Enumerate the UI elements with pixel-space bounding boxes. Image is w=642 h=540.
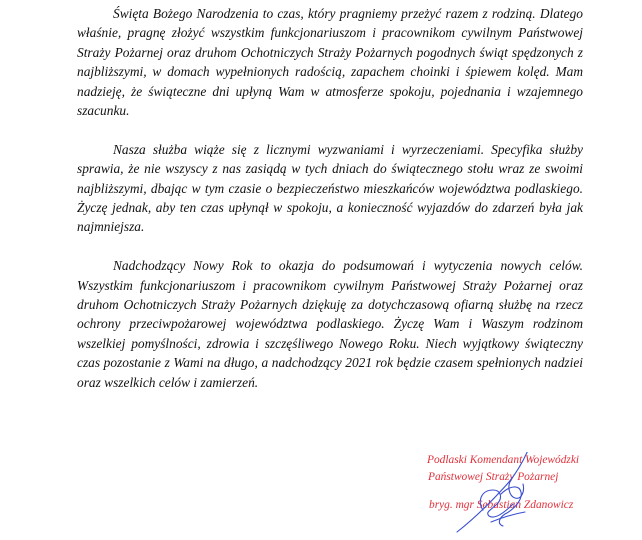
- letter-body: [77, 4, 583, 411]
- signatory-title-line1: Podlaski Komendant Wojewódzki: [427, 454, 580, 466]
- signatory-title-line2: Państwowej Straży Pożarnej: [428, 471, 559, 483]
- paragraph-service: Nasza służba wiąże się z licznymi wyzwaniami i wyrzeczeniami. Specyfika służby sprawia, że nie wszyscy z nas zasiądą w tych dniach do świątecznego stołu wraz ze swoimi najbliższymi, dbając w tym czasie o bezpieczeństwo mieszkańców województwa podlaskiego. Życzę jednak, aby ten czas upłynął w spokoju, a konieczność wyjazdów do zdarzeń była jak najmniejsza.: [77, 141, 583, 235]
- signature-block: [405, 452, 635, 536]
- paragraph-new-year: Nadchodzący Nowy Rok to okazja do podsumowań i wytyczenia nowych celów. Wszystkim funkcjonariuszom i pracownikom cywilnym Państwowej Straży Pożarnej oraz druhom Ochotniczych Straży Pożarnych dziękuję za dotychczasową ofiarną służbę na rzecz ochrony przeciwpożarowej województwa podlaskiego. Życzę Wam i Waszym rodzinom wszelkiej pomyślności, zdrowia i szczęśliwego Nowego Roku. Niech wyjątkowy świąteczny czas pozostanie z Wami na długo, a nadchodzący 2021 rok będzie czasem spełnionych nadziei oraz wszelkich celów i zamierzeń.: [77, 258, 583, 390]
- signatory-name: bryg. mgr Sebastian Zdanowicz: [429, 499, 574, 511]
- paragraph-christmas: Święta Bożego Narodzenia to czas, który pragniemy przeżyć razem z rodziną. Dlatego właśnie, pragnę złożyć wszystkim funkcjonariuszom i pracownikom cywilnym Państwowej Straży Pożarnej oraz druhom Ochotniczych Straży Pożarnych pogodnych świąt spędzonych z najbliższymi, w domach wypełnionych radością, zapachem choinki i śpiewem kolęd. Mam nadzieję, że świąteczne dni upłyną Wam w atmosferze spokoju, pojednania i wzajemnego szacunku.: [77, 6, 583, 119]
